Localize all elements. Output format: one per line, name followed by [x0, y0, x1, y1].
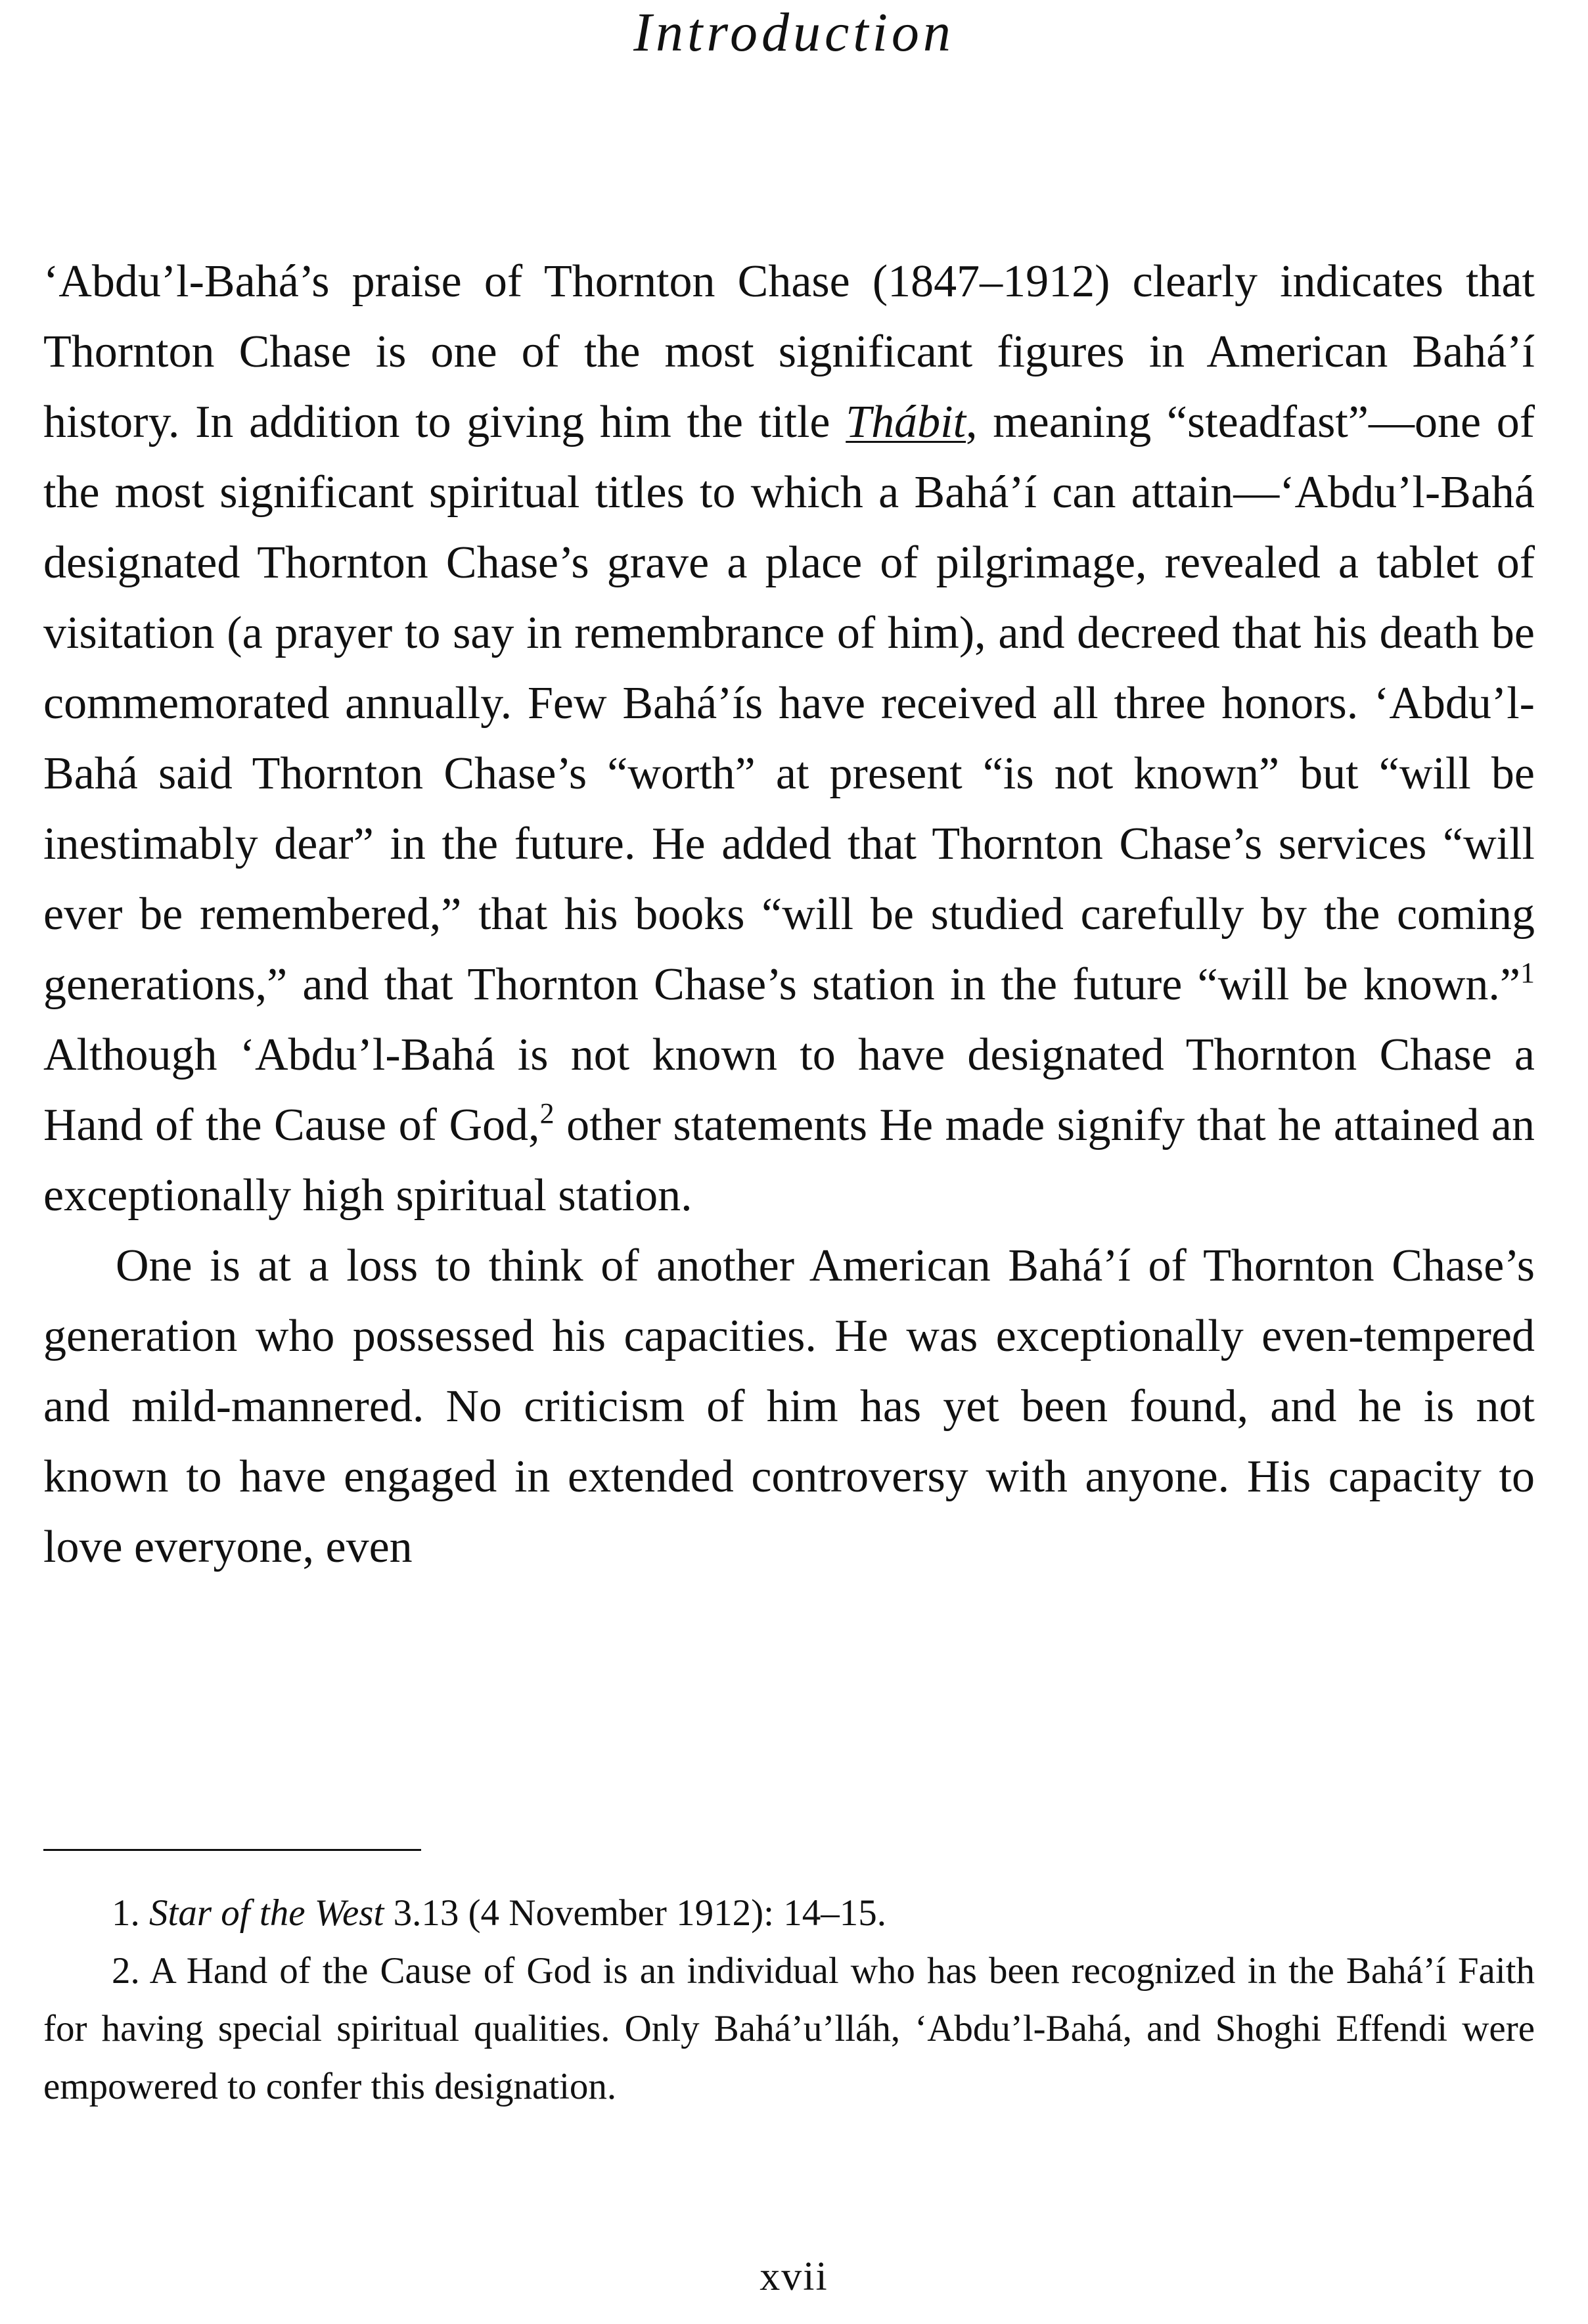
- footnote-1-title: Star of the West: [149, 1892, 384, 1934]
- footnote-divider: [43, 1849, 421, 1851]
- footnote-2: [43, 1942, 1535, 2116]
- paragraph-1-text-c: Although ‘Abdu’l-Bahá is not known to have designated Thornton Chase a Hand of the Cause of God,: [43, 1030, 1535, 1151]
- page-number: xvii: [760, 2254, 828, 2299]
- running-head: Introduction: [633, 2, 955, 63]
- paragraph-1: [43, 246, 1535, 1231]
- footnote-1: [43, 1884, 1535, 1942]
- paragraph-1-text-d: other statements He made signify that he attained an exceptionally high spiritual station.: [43, 1100, 1535, 1221]
- paragraph-1-text-a: ‘Abdu’l-Bahá’s praise of Thornton Chase (1847–1912) clearly indicates that Thornton Chase is one of the most significant figures in American Bahá’í history. In addition to giving him the title: [43, 256, 1535, 447]
- footnote-ref-1: 1: [1520, 957, 1535, 989]
- footnotes: [43, 1884, 1535, 2116]
- main-text: [43, 246, 1535, 1582]
- title-thabit: Thábit: [846, 397, 966, 447]
- paragraph-1-text-b: , meaning “steadfast”—one of the most significant spiritual titles to which a Bahá’í can attain—‘Abdu’l-Bahá designated Thornton Chase’s grave a place of pilgrimage, revealed a tablet of visitation (a prayer to say in remembrance of him), and decreed that his death be commemorated annually. Few Bahá’ís have received all three honors. ‘Abdu’l-Bahá said Thornton Chase’s “worth” at present “is not known” but “will be inestimably dear” in the future. He added that Thornton Chase’s services “will ever be remembered,” that his books “will be studied carefully by the coming generations,” and that Thornton Chase’s station in the future “will be known.”: [43, 397, 1535, 1010]
- footnote-ref-2: 2: [539, 1097, 555, 1129]
- footnote-1-number: 1.: [112, 1892, 140, 1934]
- footnote-1-text: 3.13 (4 November 1912): 14–15.: [384, 1892, 886, 1934]
- footnote-2-text: A Hand of the Cause of God is an individual who has been recognized in the Bahá’í Faith for having special spiritual qualities. Only Bahá’u’lláh, ‘Abdu’l-Bahá, and Shoghi Effendi were empowered to confer this designation.: [43, 1950, 1535, 2107]
- paragraph-2: One is at a loss to think of another American Bahá’í of Thornton Chase’s generation who possessed his capacities. He was exceptionally even-tempered and mild-mannered. No criticism of him has yet been found, and he is not known to have engaged in extended controversy with anyone. His capacity to love everyone, even: [43, 1241, 1535, 1572]
- footnote-2-number: 2.: [112, 1950, 140, 1992]
